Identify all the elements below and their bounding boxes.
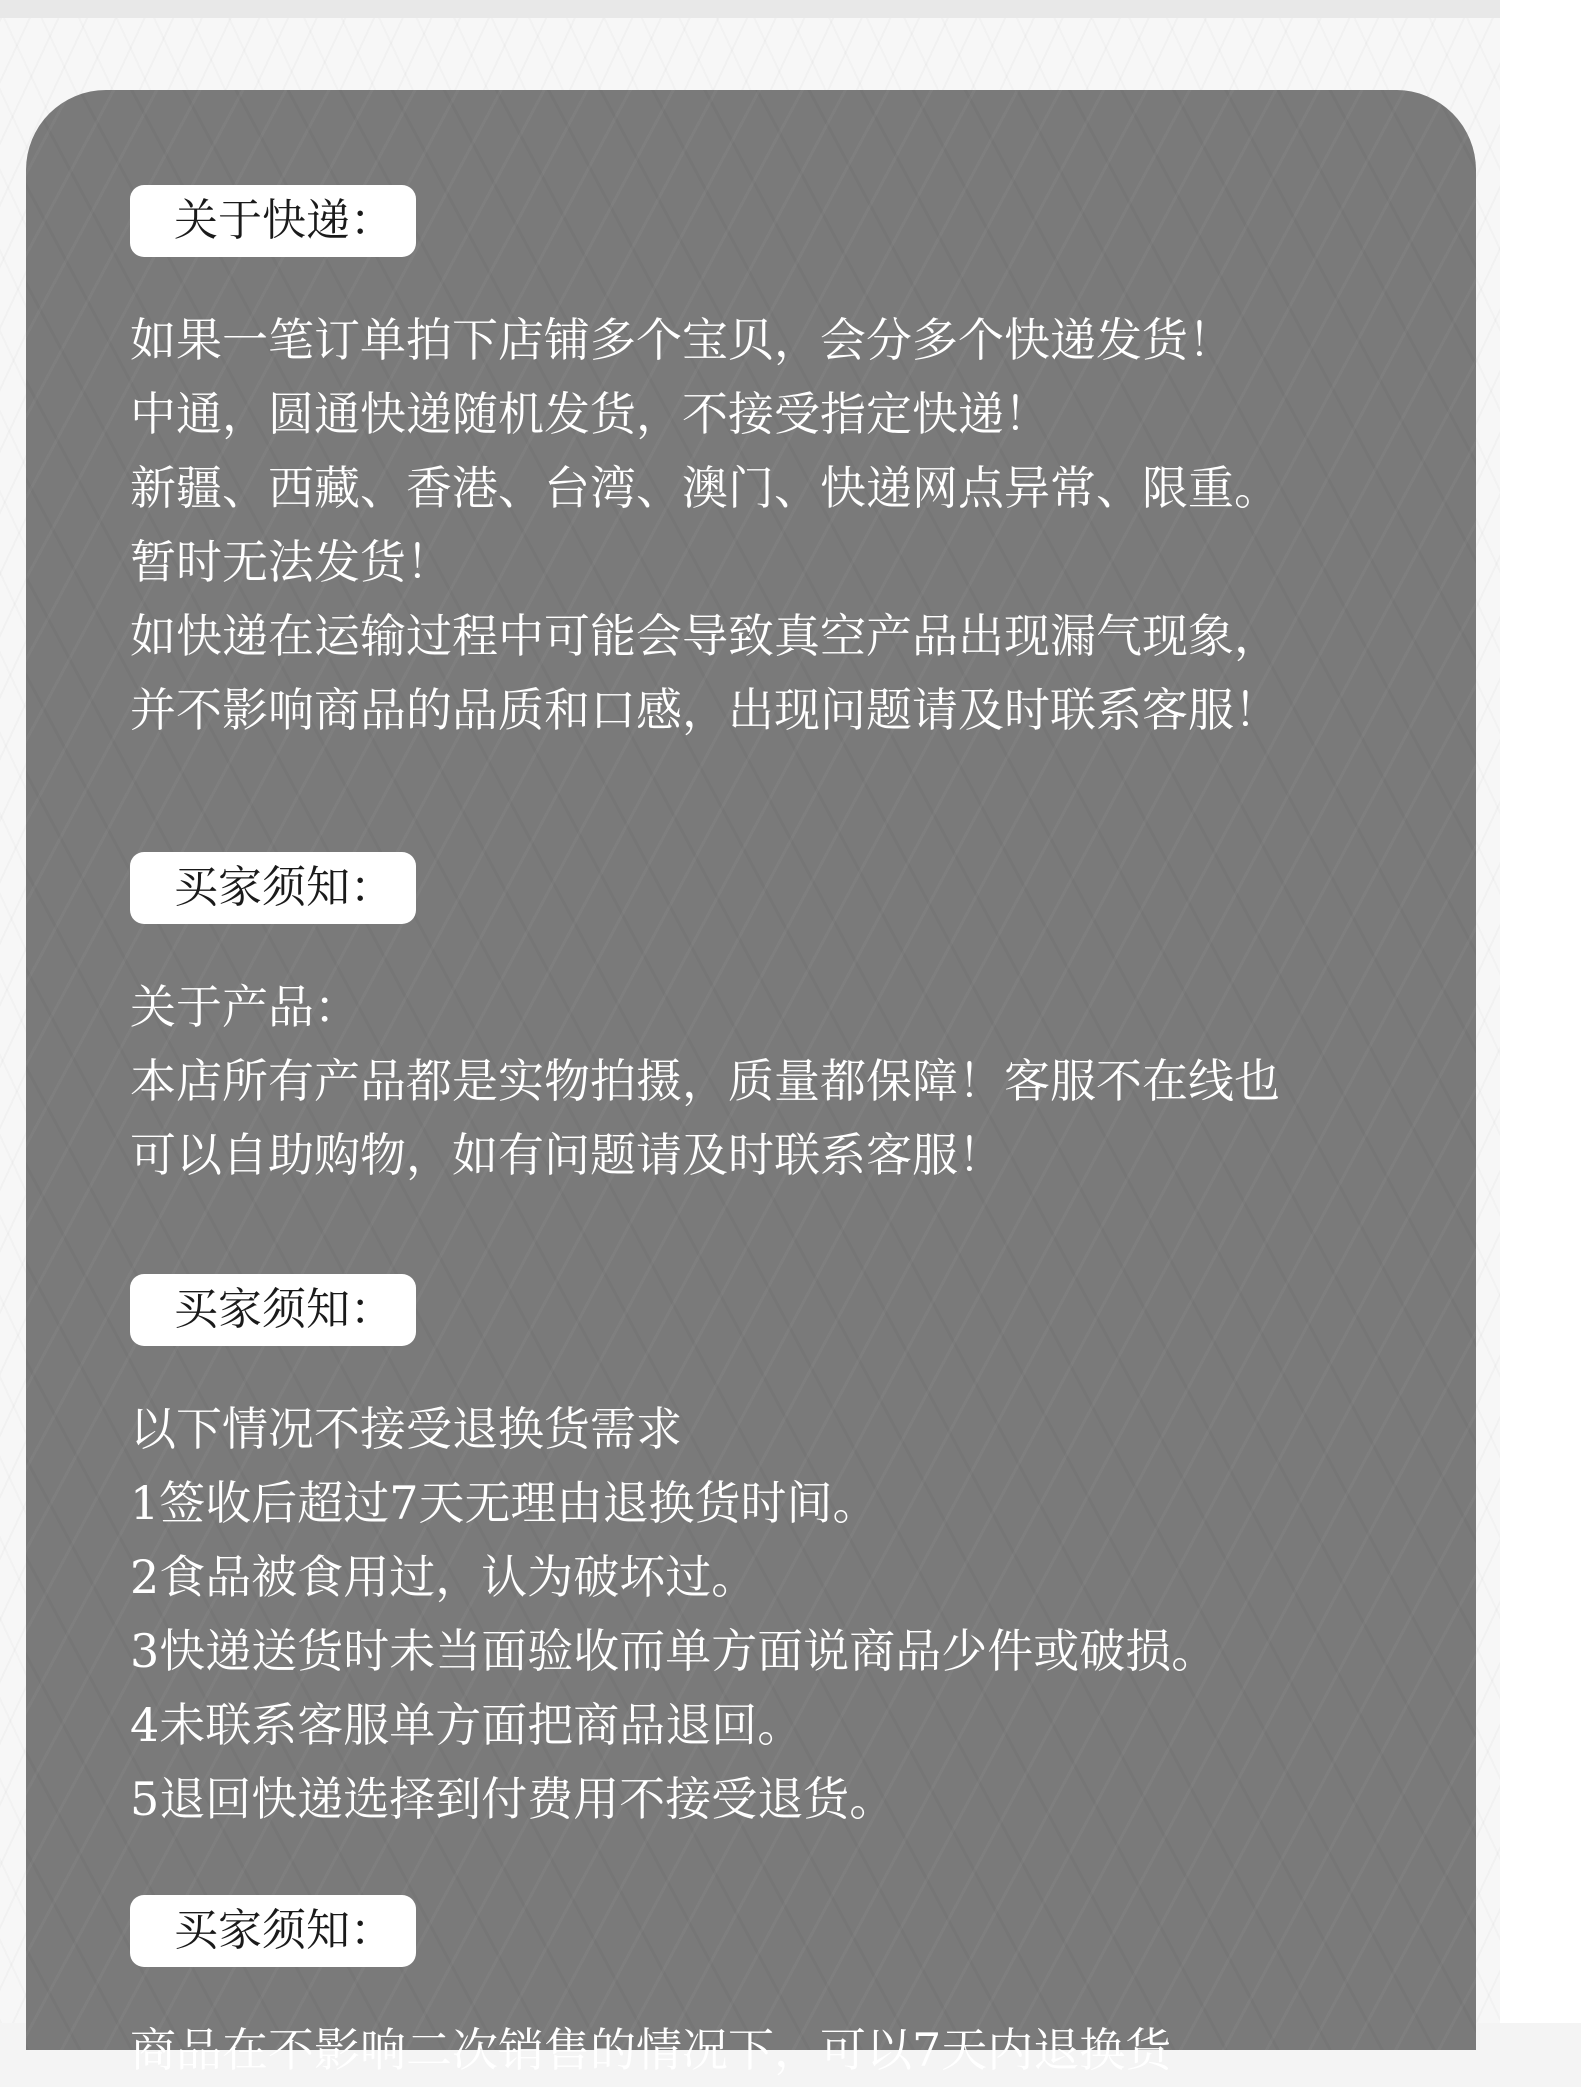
exchange-notice-section xyxy=(130,1895,1450,2087)
express-tag: 关于快递： xyxy=(130,185,416,257)
express-line: 中通，圆通快递随机发货，不接受指定快递！ xyxy=(130,387,1050,441)
product-notice-tag: 买家须知： xyxy=(130,852,416,924)
exchange-notice-line: 商品在不影响二次销售的情况下，可以7天内退换货 xyxy=(130,2023,1172,2077)
express-line: 如果一笔订单拍下店铺多个宝贝，会分多个快递发货！ xyxy=(130,313,1234,367)
returns-notice-line: 3快递送货时未当面验收而单方面说商品少件或破损。 xyxy=(130,1624,1218,1678)
returns-notice-line: 5退回快递选择到付费用不接受退货。 xyxy=(130,1772,896,1826)
product-notice-line: 关于产品： xyxy=(130,980,360,1034)
returns-notice-section xyxy=(130,1274,1450,1836)
right-margin xyxy=(1500,0,1581,2023)
returns-notice-line: 1签收后超过7天无理由退换货时间。 xyxy=(130,1476,879,1530)
express-line: 并不影响商品的品质和口感，出现问题请及时联系客服！ xyxy=(130,683,1280,737)
express-line: 暂时无法发货！ xyxy=(130,535,452,589)
express-lines xyxy=(130,303,1450,747)
returns-notice-lines xyxy=(130,1392,1450,1836)
returns-notice-line: 以下情况不接受退换货需求 xyxy=(130,1402,682,1456)
returns-notice-line: 4未联系客服单方面把商品退回。 xyxy=(130,1698,804,1752)
express-line: 如快递在运输过程中可能会导致真空产品出现漏气现象， xyxy=(130,609,1280,663)
express-section xyxy=(130,185,1450,747)
product-notice-line: 本店所有产品都是实物拍摄，质量都保障！客服不在线也 xyxy=(130,1054,1280,1108)
product-notice-line: 可以自助购物，如有问题请及时联系客服！ xyxy=(130,1128,1004,1182)
top-strip xyxy=(0,0,1500,18)
returns-notice-line: 2食品被食用过，认为破坏过。 xyxy=(130,1550,758,1604)
returns-notice-tag: 买家须知： xyxy=(130,1274,416,1346)
product-notice-section xyxy=(130,852,1450,1192)
express-line: 新疆、西藏、香港、台湾、澳门、快递网点异常、限重。 xyxy=(130,461,1280,515)
exchange-notice-lines xyxy=(130,2013,1450,2087)
product-notice-lines xyxy=(130,970,1450,1192)
exchange-notice-tag: 买家须知： xyxy=(130,1895,416,1967)
